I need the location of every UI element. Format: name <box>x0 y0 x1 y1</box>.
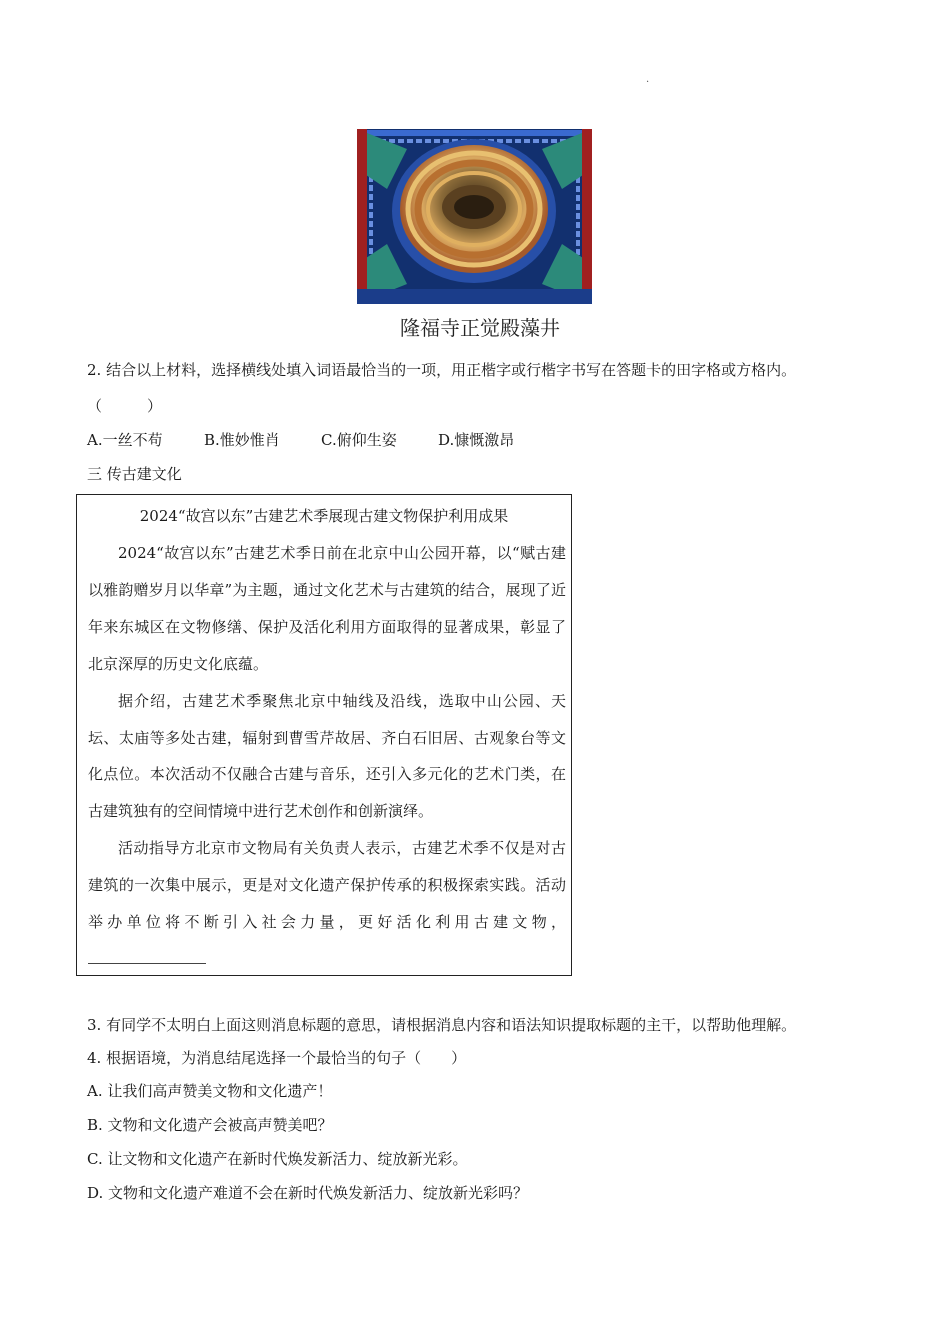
option-b: B.惟妙惟肖 <box>204 431 280 449</box>
question-4: 4. 根据语境，为消息结尾选择一个最恰当的句子（ ） <box>87 1049 467 1067</box>
section-heading: 三 传古建文化 <box>87 465 182 483</box>
question-4-option-a: A. 让我们高声赞美文物和文化遗产！ <box>87 1082 333 1100</box>
article-paragraph-3-text: 活动指导方北京市文物局有关负责人表示，古建艺术季不仅是对古建筑的一次集中展示，更是对文化遗产保护传承的积极探索实践。活动举办单位将不断引入社会力量，更好活化利用古建文物， <box>88 839 566 932</box>
photo-caption: 隆福寺正觉殿藻井 <box>400 316 560 340</box>
news-article-box <box>76 494 572 976</box>
article-paragraph-1: 2024“故宫以东”古建艺术季日前在北京中山公园开幕，以“赋古建以雅韵赠岁月以华章”为主题，通过文化艺术与古建筑的结合，展现了近年来东城区在文物修缮、保护及活化利用方面取得的显著成果，彰显了北京深厚的历史文化底蕴。 <box>88 544 566 673</box>
article-paragraph-3 <box>88 830 566 978</box>
header-dot: . <box>646 74 650 85</box>
option-c: C.俯仰生姿 <box>321 431 397 449</box>
question-2: 2. 结合以上材料，选择横线处填入词语最恰当的一项，用正楷字或行楷字书写在答题卡的田字格或方格内。 <box>87 361 797 379</box>
question-4-option-c: C. 让文物和文化遗产在新时代焕发新活力、绽放新光彩。 <box>87 1150 468 1168</box>
article-paragraph-2: 据介绍，古建艺术季聚焦北京中轴线及沿线，选取中山公园、天坛、太庙等多处古建，辐射到曹雪芹故居、齐白石旧居、古观象台等文化点位。本次活动不仅融合古建与音乐，还引入多元化的艺术门类，在古建筑独有的空间情境中进行艺术创作和创新演绎。 <box>88 691 566 821</box>
question-4-option-d: D. 文物和文化遗产难道不会在新时代焕发新活力、绽放新光彩吗？ <box>87 1184 529 1202</box>
question-3: 3. 有同学不太明白上面这则消息标题的意思，请根据消息内容和语法知识提取标题的主干，以帮助他理解。 <box>87 1016 797 1034</box>
caisson-ceiling-photo <box>357 129 592 304</box>
question-2-answer-paren: （ ） <box>87 397 163 415</box>
answer-blank <box>88 949 206 964</box>
article-body <box>88 535 566 978</box>
question-4-option-b: B. 文物和文化遗产会被高声赞美吧？ <box>87 1116 333 1134</box>
option-a: A.一丝不苟 <box>87 431 163 449</box>
article-title: 2024“故宫以东”古建艺术季展现古建文物保护利用成果 <box>139 507 509 525</box>
option-d: D.慷慨激昂 <box>438 431 515 449</box>
question-2-options <box>87 430 514 450</box>
